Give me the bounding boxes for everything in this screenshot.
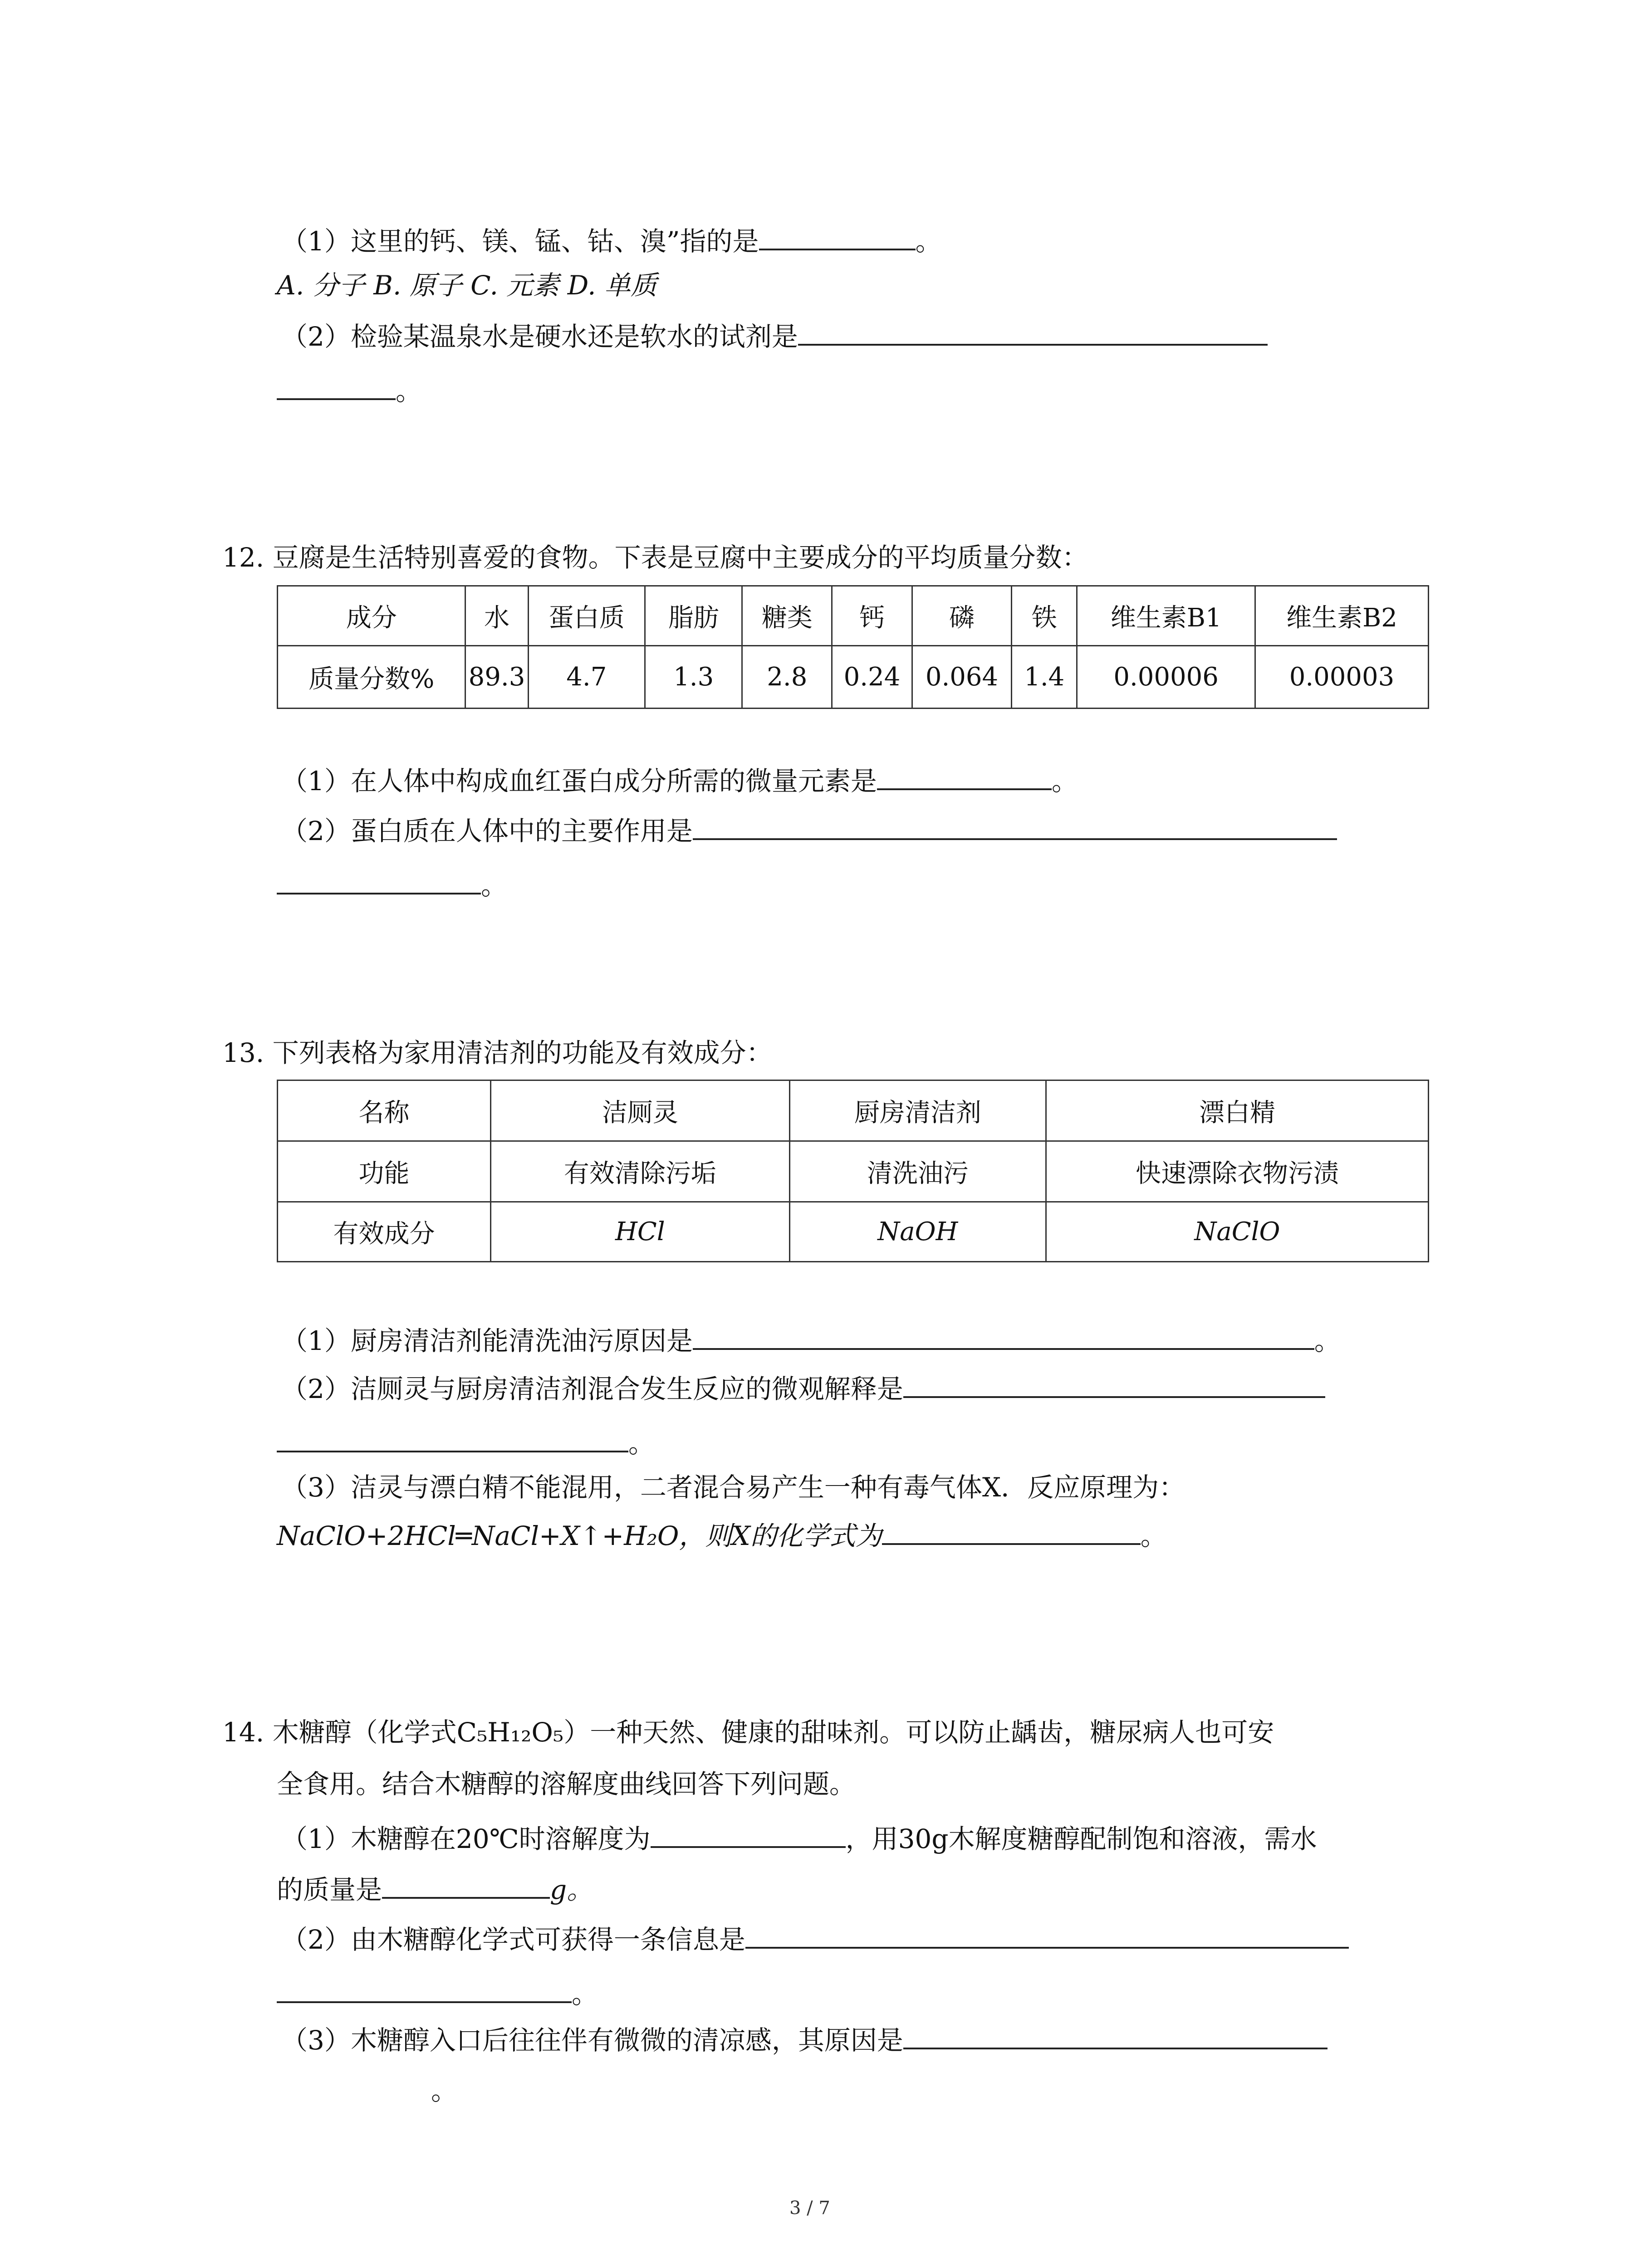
- q13-part3-end: 。: [1140, 1520, 1167, 1551]
- q11-part2: [281, 320, 1268, 350]
- table-cell: 0.24: [832, 646, 912, 709]
- q11-part2-cont: [277, 375, 422, 404]
- table-row: [278, 1202, 1429, 1262]
- q11-part2-blank-cont[interactable]: [277, 375, 396, 400]
- table-cell: 清洗油污: [789, 1141, 1046, 1202]
- q13-part1: [281, 1325, 1341, 1354]
- table-cell: 铁: [1012, 586, 1077, 646]
- q14-part2-text: （2）由木糖醇化学式可获得一条信息是: [281, 1924, 745, 1955]
- table-cell: 0.00006: [1077, 646, 1255, 709]
- table-cell: 维生素B2: [1255, 586, 1428, 646]
- q11-part2-blank[interactable]: [798, 320, 1268, 346]
- q12-part2-end: 。: [481, 870, 508, 901]
- table-cell: 钙: [832, 586, 912, 646]
- table-cell: 89.3: [465, 646, 528, 709]
- q14-stem-line1: 14. 木糖醇（化学式C₅H₁₂O₅）一种天然、健康的甜味剂。可以防止龋齿，糖尿病人也可安: [222, 1717, 1274, 1748]
- q13-part3-blank[interactable]: [882, 1520, 1141, 1545]
- q11-part1-end: 。: [915, 226, 942, 257]
- table-cell: 0.00003: [1255, 646, 1428, 709]
- table-cell: 质量分数%: [278, 646, 465, 709]
- q12-part2-blank[interactable]: [693, 815, 1337, 840]
- table-cell: 名称: [278, 1080, 491, 1141]
- q14-part1-blank-1[interactable]: [651, 1823, 846, 1848]
- q14-part2-blank-cont[interactable]: [277, 1978, 572, 2003]
- table-row: [278, 646, 1429, 709]
- q13-part2: [281, 1373, 1325, 1402]
- table-cell: 脂肪: [645, 586, 742, 646]
- table-cell: 厨房清洁剂: [789, 1080, 1046, 1141]
- table-cell: 1.4: [1012, 646, 1077, 709]
- table-cell: 糖类: [742, 586, 832, 646]
- table-cell: 洁厕灵: [490, 1080, 789, 1141]
- q13-equation-line: [277, 1520, 1167, 1549]
- q13-part3: （3）洁灵与漂白精不能混用，二者混合易产生一种有毒气体X．反应原理为：: [281, 1472, 1185, 1503]
- table-cell: 0.064: [912, 646, 1012, 709]
- q11-part1-blank[interactable]: [759, 225, 916, 250]
- q14-part2-blank[interactable]: [745, 1923, 1349, 1949]
- table-cell: 1.3: [645, 646, 742, 709]
- q14-part2: [281, 1923, 1349, 1953]
- table-cell: 有效清除污垢: [490, 1141, 789, 1202]
- table-header-row: [278, 586, 1429, 646]
- q14-part1: [281, 1823, 1317, 1852]
- q11-part2-text: （2）检验某温泉水是硬水还是软水的试剂是: [281, 321, 798, 352]
- table-cell: 成分: [278, 586, 465, 646]
- q11-part1: [281, 225, 942, 257]
- table-cell: 有效成分: [278, 1202, 491, 1262]
- table-cell: 磷: [912, 586, 1012, 646]
- q14-part3-text: （3）木糖醇入口后往往伴有微微的清凉感，其原因是: [281, 2025, 903, 2056]
- q11-options: A. 分子 B. 原子 C. 元素 D. 单质: [277, 270, 657, 301]
- table-cell: NaClO: [1046, 1202, 1428, 1262]
- q12-part1-blank[interactable]: [877, 765, 1052, 790]
- q11-part1-text: （1）这里的钙、镁、锰、钴、溴”指的是: [281, 226, 759, 257]
- table-cell: 2.8: [742, 646, 832, 709]
- q13-part1-end: 。: [1314, 1325, 1341, 1356]
- q13-part2-text: （2）洁厕灵与厨房清洁剂混合发生反应的微观解释是: [281, 1374, 903, 1404]
- table-cell: 漂白精: [1046, 1080, 1428, 1141]
- q11-part2-end: 。: [396, 376, 422, 406]
- q12-part2-cont: [277, 869, 507, 899]
- table-row: [278, 1141, 1429, 1202]
- table-cell: 快速漂除衣物污渍: [1046, 1141, 1428, 1202]
- table-cell: 水: [465, 586, 528, 646]
- q14-part1-cont: [277, 1873, 593, 1903]
- q14-part1-text-a: （1）木糖醇在20℃时溶解度为: [281, 1823, 651, 1854]
- q12-part1: [281, 765, 1078, 797]
- q12-part2-blank-cont[interactable]: [277, 869, 481, 894]
- q12-part2: [281, 815, 1337, 844]
- q14-part2-cont: [277, 1978, 598, 2007]
- table-cell: 功能: [278, 1141, 491, 1202]
- q13-part2-cont: [277, 1427, 655, 1457]
- q13-part2-blank-cont[interactable]: [277, 1427, 628, 1452]
- q14-part1-text-b: ，用30g木解度糖醇配制饱和溶液，需水: [845, 1823, 1317, 1854]
- q13-table: [277, 1080, 1429, 1262]
- q12-table: [277, 585, 1429, 709]
- table-cell: 4.7: [528, 646, 645, 709]
- q14-part3-blank[interactable]: [903, 2024, 1327, 2049]
- table-cell: HCl: [490, 1202, 789, 1262]
- q14-part3: [281, 2024, 1327, 2056]
- q12-stem: 12. 豆腐是生活特别喜爱的食物。下表是豆腐中主要成分的平均质量分数：: [222, 542, 1088, 573]
- q14-part1-text-c: 的质量是: [277, 1874, 382, 1905]
- page-number: 3 / 7: [789, 2198, 830, 2219]
- q13-part1-text: （1）厨房清洁剂能清洗油污原因是: [281, 1325, 693, 1356]
- q14-part1-unit: g。: [550, 1874, 593, 1905]
- q14-part2-end: 。: [572, 1979, 598, 2009]
- q14-part1-blank-2[interactable]: [382, 1873, 550, 1899]
- q12-part1-end: 。: [1051, 766, 1078, 797]
- table-row: [278, 1080, 1429, 1141]
- table-cell: 蛋白质: [528, 586, 645, 646]
- q12-part1-text: （1）在人体中构成血红蛋白成分所需的微量元素是: [281, 766, 877, 797]
- q13-part2-blank[interactable]: [903, 1373, 1325, 1398]
- q14-stem-line2: 全食用。结合木糖醇的溶解度曲线回答下列问题。: [277, 1769, 856, 1799]
- q13-stem: 13. 下列表格为家用清洁剂的功能及有效成分：: [222, 1037, 773, 1068]
- q13-part2-end: 。: [628, 1428, 655, 1459]
- q13-equation: NaClO+2HCl═NaCl+X↑+H₂O，则X的化学式为: [277, 1520, 882, 1551]
- table-cell: 维生素B1: [1077, 586, 1255, 646]
- q14-part3-end: 。: [431, 2075, 458, 2106]
- q12-part2-text: （2）蛋白质在人体中的主要作用是: [281, 816, 693, 846]
- q13-part1-blank[interactable]: [693, 1325, 1314, 1350]
- table-cell: NaOH: [789, 1202, 1046, 1262]
